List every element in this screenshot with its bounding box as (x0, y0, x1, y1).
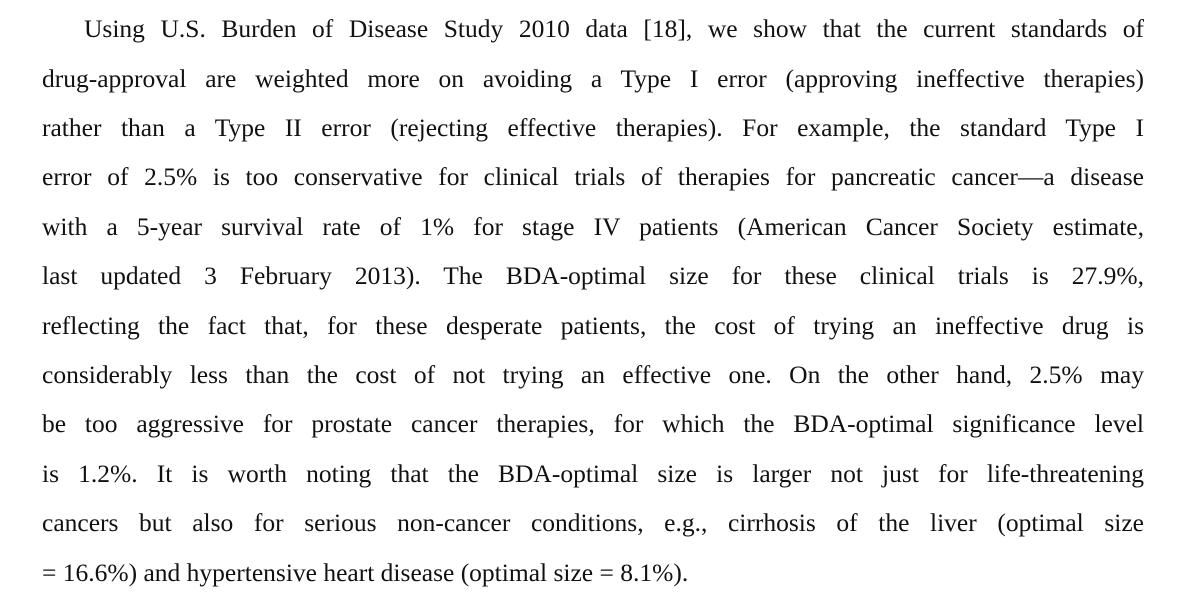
paragraph-line-7: reflecting the fact that, for these desperate patients, the cost of trying an ineffective drug is (42, 311, 1144, 340)
paragraph-line-4: error of 2.5% is too conservative for clinical trials of therapies for pancreatic cancer—a disease (42, 162, 1144, 191)
paragraph-line-10: is 1.2%. It is worth noting that the BDA-optimal size is larger not just for life-threatening (42, 459, 1144, 488)
paragraph-line-3: rather than a Type II error (rejecting effective therapies). For example, the standard Type I (42, 113, 1144, 142)
paragraph-line-11: cancers but also for serious non-cancer conditions, e.g., cirrhosis of the liver (optimal size (42, 508, 1144, 537)
paragraph-line-2: drug-approval are weighted more on avoiding a Type I error (approving ineffective therapies) (42, 64, 1144, 93)
paragraph-line-1: Using U.S. Burden of Disease Study 2010 data [18], we show that the current standards of (84, 14, 1144, 43)
paragraph-line-9: be too aggressive for prostate cancer therapies, for which the BDA-optimal significance level (42, 409, 1144, 438)
paragraph-line-8: considerably less than the cost of not trying an effective one. On the other hand, 2.5% may (42, 360, 1144, 389)
paragraph-line-12: = 16.6%) and hypertensive heart disease (optimal size = 8.1%). (42, 558, 689, 587)
paragraph-line-5: with a 5-year survival rate of 1% for stage IV patients (American Cancer Society estimate, (42, 212, 1144, 241)
paragraph-line-6: last updated 3 February 2013). The BDA-optimal size for these clinical trials is 27.9%, (42, 261, 1144, 290)
